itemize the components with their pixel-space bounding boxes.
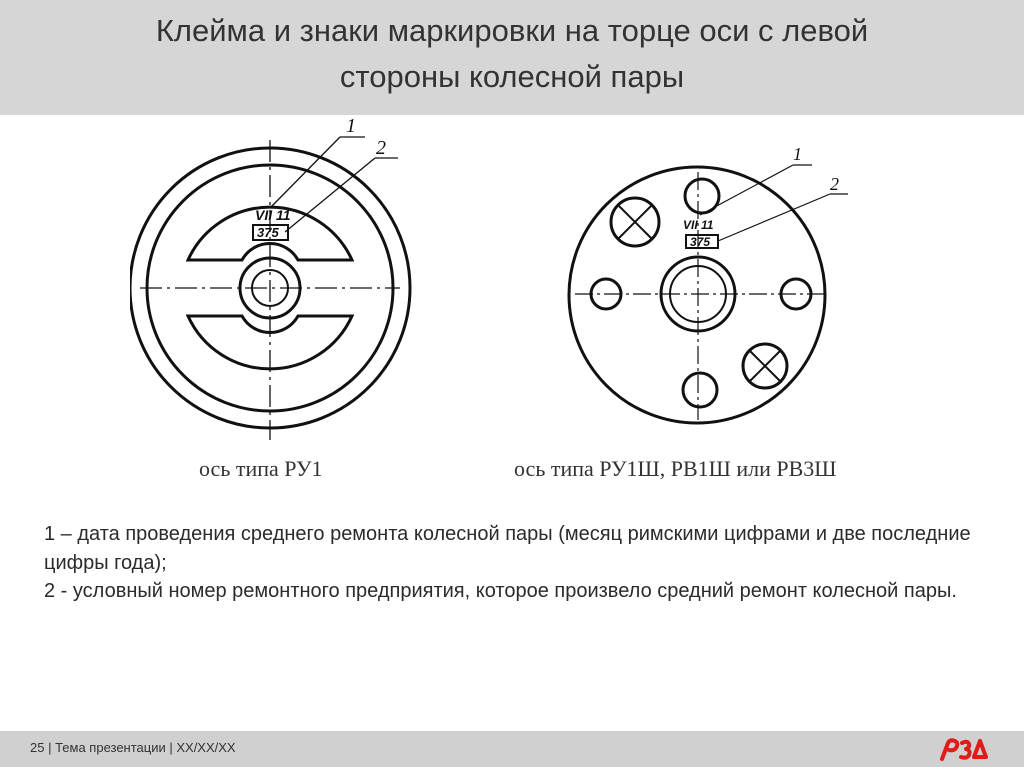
left-callout-1: 1 (346, 115, 356, 137)
left-stamp-date: VII 11 (255, 207, 291, 223)
axle-ru1sh-drawing (560, 140, 860, 450)
slide-title-line-1: Клейма и знаки маркировки на торце оси с левой (155, 13, 869, 48)
right-stamp-number: 375 (690, 235, 711, 249)
footer-presentation-info: | Тема презентации | XX/XX/XX (48, 740, 236, 755)
marking-legend (44, 520, 984, 606)
right-stamp-date: VII 11 (683, 218, 714, 232)
left-figure-caption: ось типа РУ1 (199, 456, 323, 481)
legend-item-1: 1 – дата проведения среднего ремонта колесной пары (месяц римскими цифрами и две последние цифры года); (44, 523, 971, 574)
left-callout-2: 2 (376, 137, 386, 159)
legend-item-2: 2 - условный номер ремонтного предприятия, которое произвело средний ремонт колесной пары. (44, 580, 957, 602)
right-callout-2: 2 (830, 174, 839, 194)
right-figure-caption: ось типа РУ1Ш, РВ1Ш или РВ3Ш (514, 456, 837, 481)
page-number: 25 (30, 740, 45, 755)
axle-ru1-drawing (130, 112, 440, 452)
footer-text (30, 740, 236, 755)
left-stamp-number: 375 (257, 225, 279, 240)
right-callout-1: 1 (793, 144, 802, 164)
slide-title (40, 8, 984, 100)
slide-title-line-2: стороны колесной пары (339, 59, 685, 94)
rzd-logo (936, 735, 992, 763)
